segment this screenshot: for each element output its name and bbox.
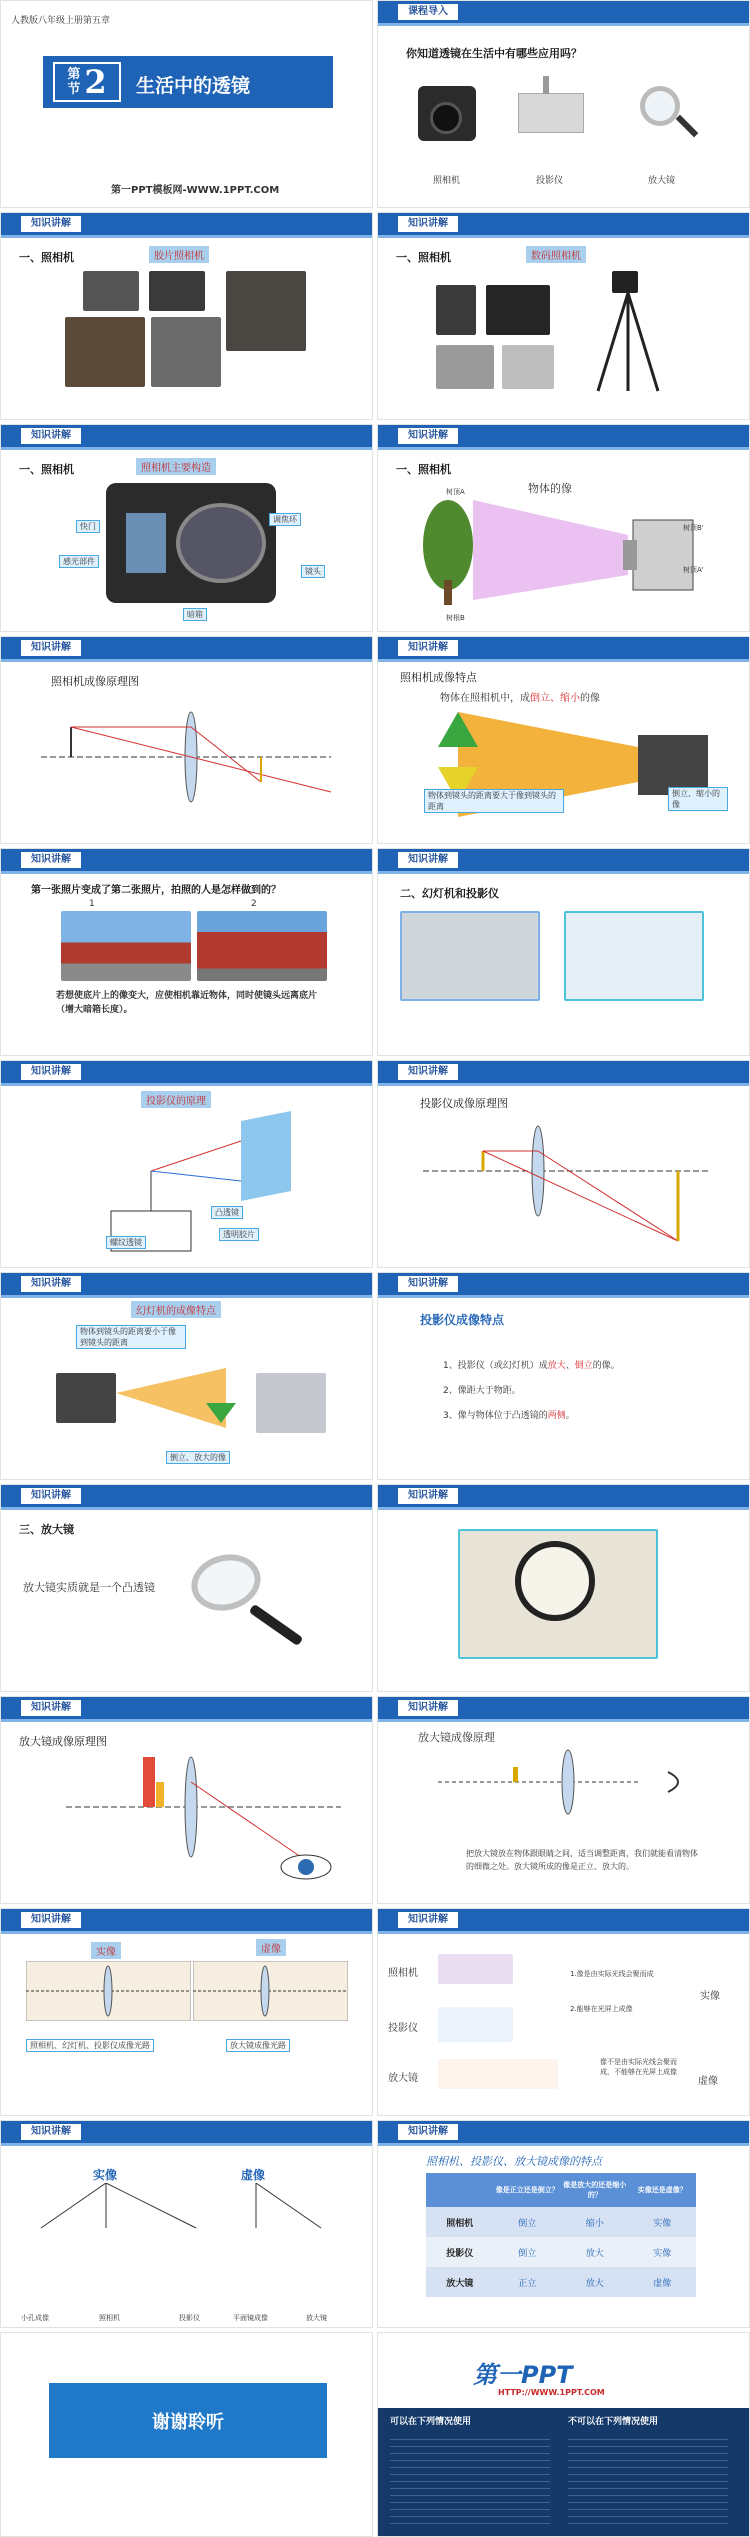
camera-ray-diagram (31, 697, 351, 827)
header-tag: 知识讲解 (21, 1488, 81, 1504)
film-camera-photo-4 (65, 317, 145, 387)
part-lens: 镜头 (301, 565, 325, 578)
camera-diagram-thumb (438, 1954, 513, 1984)
real-image-heading: 实像 (93, 2168, 118, 2182)
license-panel (378, 2408, 749, 2537)
slide-header (1, 1485, 372, 1507)
cell-projector-type: 实像 (653, 2248, 672, 2259)
slide-projector-features[interactable] (377, 1272, 750, 1480)
slide-header (1, 1697, 372, 1719)
table-row (426, 2237, 696, 2267)
gate-photo-2 (197, 911, 327, 981)
real-result: 实像 (700, 1991, 720, 2002)
license-cannot-heading: 不可以在下列情况使用 (568, 2417, 659, 2427)
item-camera: 照相机 (433, 176, 461, 186)
slide-projector-photo (400, 911, 540, 1001)
slide-heading: 放大镜成像原理 (418, 1731, 495, 1744)
slide-film-camera[interactable] (0, 212, 373, 420)
header-cell-blank (426, 2173, 494, 2207)
thanks-text: 谢谢聆听 (152, 2411, 224, 2433)
header-tag: 知识讲解 (21, 2124, 81, 2140)
slide-heading: 投影仪成像原理图 (420, 1097, 508, 1110)
intro-question: 你知道透镜在生活中有哪些应用吗？ (406, 47, 582, 60)
row-projector: 投影仪 (388, 2023, 418, 2034)
slide-projector-graphic (56, 1373, 116, 1423)
chapter-badge (53, 62, 121, 102)
slide-license[interactable] (377, 2332, 750, 2537)
feature-1-end: 的像。 (592, 1361, 620, 1371)
badge-number: 2 (84, 63, 107, 101)
part-convex-lens: 凸透镜 (211, 1206, 243, 1219)
header-size: 像是放大的还是缩小的？ (563, 2181, 627, 2199)
header-tag: 知识讲解 (398, 1488, 458, 1504)
slide-header (378, 1, 749, 23)
slide-header (378, 637, 749, 659)
section-heading: 一、照相机 (396, 463, 451, 476)
cell-magnifier-type: 虚像 (653, 2278, 672, 2289)
cell-camera-type: 实像 (653, 2218, 672, 2229)
slide-header (1, 1061, 372, 1083)
virtual-image-tag: 虚像 (256, 1939, 286, 1956)
header-tag: 知识讲解 (398, 1064, 458, 1080)
slide-summary-diagram[interactable] (0, 2120, 373, 2328)
header-tag: 知识讲解 (398, 216, 458, 232)
real-image-tag: 实像 (91, 1942, 121, 1959)
slide-camera-features[interactable] (377, 636, 750, 844)
feature-3-both-sides: 两侧 (547, 1411, 566, 1421)
header-tag: 知识讲解 (21, 1064, 81, 1080)
magnifier-handle (249, 1604, 304, 1647)
table-header-row (426, 2173, 696, 2207)
question-text: 第一张照片变成了第二张照片，拍照的人是怎样做到的？ (31, 885, 281, 896)
feature-small: 缩小 (560, 693, 580, 704)
section-heading: 一、照相机 (396, 251, 451, 264)
item-magnifier: 放大镜 (648, 176, 676, 186)
real-caption: 照相机、幻灯机、投影仪成像光路 (26, 2039, 154, 2052)
feature-3-a: 3、像与物体位于凸透镜的 (443, 1411, 548, 1421)
feature-1-inverted: 倒立 (574, 1361, 593, 1371)
header-tag: 知识讲解 (398, 428, 458, 444)
projector-photo (518, 93, 584, 133)
section-tag: 胶片照相机 (149, 246, 209, 263)
slide-header (378, 1697, 749, 1719)
real-image-diagram (26, 1961, 191, 2021)
section-heading: 一、照相机 (19, 251, 74, 264)
slide-header (378, 213, 749, 235)
digital-camera-photo-3 (436, 345, 494, 389)
virtual-caption: 放大镜成像光路 (226, 2039, 290, 2052)
header-tag: 知识讲解 (21, 1276, 81, 1292)
feature-1-a: 1、投影仪（或幻灯机）成 (443, 1361, 548, 1371)
principle-paragraph: 把放大镜放在物体跟眼睛之间，适当调整距离，我们就能看清物体的细微之处。放大镜所成的像是正立、放大的。 (466, 1849, 698, 1871)
feature-box-distance: 物体到镜头的距离要小于像到镜头的距离 (76, 1325, 186, 1349)
projector-ray-diagram (418, 1116, 718, 1256)
slide-header (378, 1909, 749, 1931)
page-title: 生活中的透镜 (136, 75, 251, 97)
film-camera-photo-3 (226, 271, 306, 351)
film-camera-photo-2 (149, 271, 205, 311)
book-label: 人教版八年级上册第五章 (11, 16, 111, 26)
slide-magnifier-photo[interactable] (377, 1484, 750, 1692)
gate-photo-1 (61, 911, 191, 981)
feature-box-distance: 物体到镜头的距离要大于像到镜头的距离 (424, 789, 564, 813)
slide-thanks[interactable] (0, 2332, 373, 2537)
row-label-camera: 照相机 (446, 2218, 474, 2229)
point-tree-top-b-prime: 树顶B' (683, 524, 704, 532)
header-tag: 知识讲解 (398, 640, 458, 656)
section-tag: 照相机主要构造 (136, 458, 216, 475)
header-tag: 知识讲解 (398, 852, 458, 868)
magnifier-handle (676, 115, 699, 138)
header-tag: 知识讲解 (398, 1912, 458, 1928)
row-camera: 照相机 (388, 1968, 418, 1979)
tree-image-diagram (418, 480, 718, 620)
cell-magnifier-orientation: 正立 (518, 2278, 537, 2289)
cell-camera-size: 缩小 (585, 2218, 604, 2229)
feature-box-image: 倒立、缩小的像 (668, 787, 728, 811)
slide-slide-projector[interactable] (0, 1272, 373, 1480)
virtual-result: 虚像 (698, 2076, 718, 2087)
table-row (426, 2207, 696, 2237)
overhead-projector-photo (564, 911, 704, 1001)
header-tag: 知识讲解 (398, 1276, 458, 1292)
real-reason-1: 1.像是由实际光线会聚而成 (570, 1970, 654, 1978)
header-tag: 知识讲解 (398, 1700, 458, 1716)
feature-table (426, 2173, 696, 2297)
feature-inverted: 倒立、 (530, 693, 560, 704)
digital-camera-photo-1 (436, 285, 476, 335)
slide-title[interactable] (0, 0, 373, 208)
slide-header (1, 1909, 372, 1931)
section-tag: 数码照相机 (526, 246, 586, 263)
real-reason-2: 2.能够在光屏上成像 (570, 2005, 633, 2013)
feature-3-end: 。 (565, 1411, 575, 1421)
row-label-projector: 投影仪 (446, 2248, 474, 2259)
feature-box-image: 倒立、放大的像 (166, 1451, 230, 1464)
slide-heading: 投影仪成像特点 (420, 1313, 505, 1327)
slide-heading: 照相机成像特点 (400, 671, 477, 684)
point-tree-top-a: 树顶A (446, 488, 465, 496)
feature-item-2: 2、像距大于物距。 (443, 1386, 521, 1396)
thanks-banner (49, 2383, 327, 2458)
header-tag: 知识讲解 (21, 428, 81, 444)
magnifier-diagram-thumb (438, 2059, 558, 2089)
slide-projector-principle[interactable] (0, 1060, 373, 1268)
slide-header (378, 1061, 749, 1083)
item-projector: 投影仪 (536, 176, 564, 186)
camera-beam-graphic (418, 707, 738, 832)
slide-header (1, 213, 372, 235)
section-heading: 三、放大镜 (19, 1523, 74, 1536)
photo-number-1: 1 (89, 899, 95, 909)
table-title: 照相机、投影仪、放大镜成像的特点 (426, 2155, 602, 2168)
cell-projector-orientation: 倒立 (518, 2248, 537, 2259)
digital-camera-photo-4 (502, 345, 554, 389)
brand-url: HTTP://WWW.1PPT.COM (498, 2388, 605, 2397)
section-tag: 投影仪的原理 (141, 1091, 211, 1108)
header-tag: 知识讲解 (21, 852, 81, 868)
feature-line (440, 689, 600, 704)
section-heading: 二、幻灯机和投影仪 (400, 887, 499, 900)
caption-plane-mirror: 平面镜成像 (233, 2314, 268, 2322)
slide-comparison-flow[interactable] (377, 1908, 750, 2116)
part-shutter: 快门 (76, 520, 100, 533)
slide-header (378, 1273, 749, 1295)
header-tag: 知识讲解 (398, 2124, 458, 2140)
caption-magnifier: 放大镜 (306, 2314, 327, 2322)
part-transparency: 透明胶片 (219, 1228, 259, 1241)
header-tag: 知识讲解 (21, 216, 81, 232)
cell-projector-size: 放大 (585, 2248, 604, 2259)
caption-projector: 投影仪 (179, 2314, 200, 2322)
slide-camera-structure[interactable] (0, 424, 373, 632)
magnifier-book-photo (458, 1529, 658, 1659)
caption-pinhole: 小孔成像 (21, 2314, 49, 2322)
magnifier-principle-diagram (438, 1747, 728, 1817)
film-camera-photo-5 (151, 317, 221, 387)
cell-camera-orientation: 倒立 (518, 2218, 537, 2229)
slide-real-virtual[interactable] (0, 1908, 373, 2116)
slide-heading: 放大镜成像原理图 (19, 1735, 107, 1748)
film-camera-photo-1 (83, 271, 139, 311)
slide-heading: 照相机成像原理图 (51, 675, 139, 688)
slide-comparison-table[interactable] (377, 2120, 750, 2328)
photo-number-2: 2 (251, 899, 257, 909)
section-heading: 一、照相机 (19, 463, 74, 476)
header-tag: 知识讲解 (21, 1912, 81, 1928)
slide-header (378, 2121, 749, 2143)
license-can-lines (390, 2433, 550, 2528)
slide-header (1, 2121, 372, 2143)
part-fresnel-lens: 螺纹透镜 (106, 1236, 146, 1249)
virtual-image-diagram (193, 1961, 348, 2021)
magnifier-photo (640, 86, 680, 126)
part-darkbox: 暗箱 (183, 608, 207, 621)
slide-magnifier-rays[interactable] (0, 1696, 373, 1904)
row-magnifier: 放大镜 (388, 2073, 418, 2084)
slide-header (1, 849, 372, 871)
digital-camera-photo-2 (486, 285, 550, 335)
feature-item-1 (443, 1358, 620, 1371)
feature-line-a: 物体在照相机中，成 (440, 693, 530, 704)
slide-header (1, 425, 372, 447)
virtual-reason: 像不是由实际光线会聚而成，不能够在光屏上成像 (600, 2058, 677, 2076)
slide-projector-rays[interactable] (377, 1060, 750, 1268)
header-upright-inverted: 像是正立还是倒立？ (495, 2186, 559, 2194)
slide-header (1, 637, 372, 659)
summary-tree (21, 2183, 361, 2233)
brand-logo: 第一PPT (473, 2361, 573, 2389)
slide-magnifier[interactable] (0, 1484, 373, 1692)
slide-photo-question[interactable] (0, 848, 373, 1056)
header-tag: 知识讲解 (21, 1700, 81, 1716)
slide-projector-intro[interactable] (377, 848, 750, 1056)
magnifier-ray-diagram (61, 1747, 351, 1897)
slide-header (378, 1485, 749, 1507)
row-label-magnifier: 放大镜 (446, 2278, 474, 2289)
feature-1-enlarged: 放大 (547, 1361, 566, 1371)
magnifier-text: 放大镜实质就是一个凸透镜 (23, 1581, 155, 1594)
section-tag: 幻灯机的成像特点 (131, 1301, 221, 1318)
slide-magnifier-principle[interactable] (377, 1696, 750, 1904)
tripod-camera-photo (612, 271, 638, 293)
object-image-label: 物体的像 (528, 482, 572, 495)
camera-photo (418, 86, 476, 141)
feature-line-b: 的像 (580, 693, 600, 704)
badge-jie: 节 (67, 82, 81, 97)
license-cannot-lines (568, 2433, 728, 2528)
slide-header (1, 1273, 372, 1295)
slide-intro[interactable] (377, 0, 750, 208)
license-can-heading: 可以在下列情况使用 (390, 2417, 472, 2427)
projector-diagram-thumb (438, 2007, 513, 2042)
virtual-image-heading: 虚像 (241, 2168, 266, 2182)
slide-digital-camera[interactable] (377, 212, 750, 420)
table-row (426, 2267, 696, 2297)
header-tag: 知识讲解 (21, 640, 81, 656)
feature-1-sep: 、 (565, 1361, 575, 1371)
site-label: 第一PPT模板网-WWW.1PPT.COM (111, 185, 280, 196)
cell-magnifier-size: 放大 (585, 2278, 604, 2289)
camera-cutaway (106, 483, 276, 603)
slide-camera-diagram[interactable] (377, 424, 750, 632)
point-tree-root-b: 树根B (446, 614, 465, 622)
header-tag: 课程导入 (398, 4, 458, 20)
point-tree-top-a-prime: 树顶A' (683, 566, 704, 574)
part-sensor: 感光部件 (59, 555, 99, 568)
caption-camera: 照相机 (99, 2314, 120, 2322)
part-focus-ring: 调焦环 (269, 513, 301, 526)
slide-camera-rays[interactable] (0, 636, 373, 844)
slide-projector-beam (116, 1368, 236, 1448)
badge-di: 第 (67, 67, 81, 82)
tripod-graphic (593, 293, 663, 393)
header-real-virtual: 实像还是虚像？ (637, 2186, 687, 2194)
slide-header (378, 425, 749, 447)
slide-projector-photo (256, 1373, 326, 1433)
answer-text: 若想使底片上的像变大，应使相机靠近物体，同时使镜头远离底片（增大暗箱长度）。 (56, 991, 318, 1015)
feature-item-3 (443, 1408, 575, 1421)
slide-header (378, 849, 749, 871)
